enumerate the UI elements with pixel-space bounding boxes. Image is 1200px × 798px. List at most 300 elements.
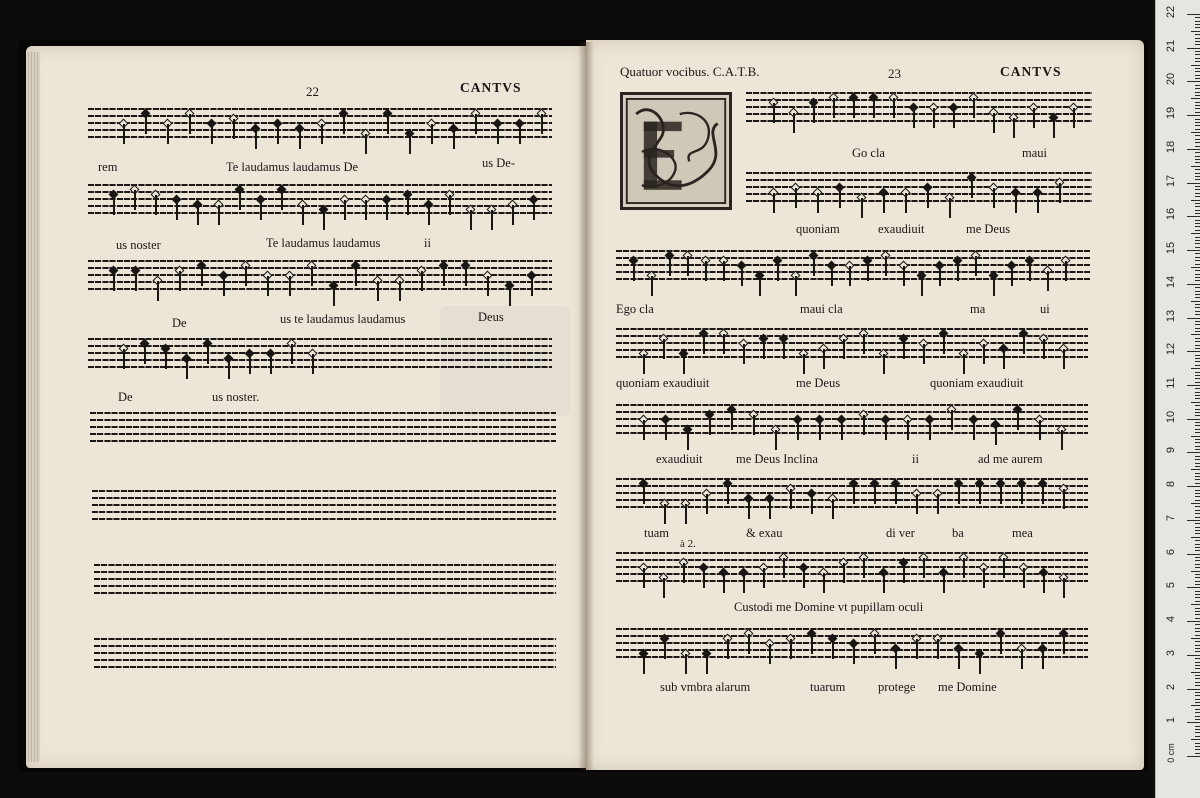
ruler-label: 14 (1165, 275, 1177, 288)
note-stem (113, 271, 115, 291)
ruler-tick (1187, 385, 1200, 386)
note-stem (1033, 108, 1035, 128)
ruler-minor-tick (1195, 102, 1200, 103)
ruler-minor-tick (1195, 78, 1200, 79)
note-stem (113, 195, 115, 215)
ruler-minor-tick (1195, 702, 1200, 703)
ruler-minor-tick (1195, 388, 1200, 389)
note-stem (993, 188, 995, 208)
lyric: & exau (746, 526, 783, 540)
ruler-minor-tick (1195, 685, 1200, 686)
ruler-tick (1187, 183, 1200, 184)
ruler-minor-tick (1195, 446, 1200, 447)
note-stem (197, 205, 199, 225)
ruler-minor-tick (1195, 44, 1200, 45)
ruler-tick (1187, 689, 1200, 690)
ruler-minor-tick (1195, 557, 1200, 558)
ruler-minor-tick (1191, 672, 1200, 673)
ruler-minor-tick (1191, 200, 1200, 201)
ruler-minor-tick (1195, 581, 1200, 582)
ruler-tick (1187, 520, 1200, 521)
note-stem (1042, 649, 1044, 669)
note-stem (853, 98, 855, 118)
note-stem (431, 124, 433, 144)
note-stem (913, 108, 915, 128)
note-stem (873, 98, 875, 118)
note-stem (321, 124, 323, 144)
note-stem (651, 276, 653, 296)
note-stem (470, 210, 472, 230)
note-stem (1015, 193, 1017, 213)
note-stem (365, 200, 367, 220)
note-stem (863, 334, 865, 354)
note-stem (953, 108, 955, 128)
note-stem (832, 499, 834, 519)
note-stem (949, 198, 951, 218)
ruler-minor-tick (1195, 243, 1200, 244)
ruler-minor-tick (1195, 692, 1200, 693)
note-stem (939, 266, 941, 286)
note-stem (937, 494, 939, 514)
lyric: maui cla (800, 302, 843, 316)
ruler-minor-tick (1195, 196, 1200, 197)
note-stem (643, 354, 645, 374)
measurement-ruler (1155, 0, 1200, 798)
ruler-minor-tick (1195, 270, 1200, 271)
note-stem (863, 415, 865, 435)
note-stem (773, 103, 775, 123)
ruler-minor-tick (1191, 132, 1200, 133)
note-stem (885, 256, 887, 276)
note-stem (903, 563, 905, 583)
note-stem (685, 654, 687, 674)
ruler-minor-tick (1195, 119, 1200, 120)
note-stem (929, 420, 931, 440)
ruler-minor-tick (1195, 726, 1200, 727)
ruler-minor-tick (1195, 675, 1200, 676)
ruler-minor-tick (1195, 304, 1200, 305)
decorated-initial-e (620, 92, 732, 210)
ruler-minor-tick (1195, 58, 1200, 59)
lyric: ii (912, 452, 919, 466)
ruler-label: 6 (1165, 548, 1177, 555)
ruler-minor-tick (1195, 92, 1200, 93)
ruler-minor-tick (1191, 503, 1200, 504)
note-stem (1073, 108, 1075, 128)
ruler-label: 1 (1165, 717, 1177, 724)
ruler-minor-tick (1195, 746, 1200, 747)
ruler-minor-tick (1195, 682, 1200, 683)
ruler-minor-tick (1195, 597, 1200, 598)
ruler-minor-tick (1195, 365, 1200, 366)
note-stem (833, 98, 835, 118)
ruler-minor-tick (1195, 695, 1200, 696)
ruler-minor-tick (1195, 375, 1200, 376)
ruler-minor-tick (1195, 614, 1200, 615)
ruler-minor-tick (1191, 739, 1200, 740)
note-stem (797, 420, 799, 440)
note-stem (223, 276, 225, 296)
note-stem (277, 124, 279, 144)
ruler-minor-tick (1195, 712, 1200, 713)
ruler-minor-tick (1195, 493, 1200, 494)
ruler-minor-tick (1195, 409, 1200, 410)
note-stem (795, 276, 797, 296)
note-stem (723, 261, 725, 281)
note-stem (1000, 634, 1002, 654)
ruler-tick (1187, 250, 1200, 251)
ruler-minor-tick (1191, 436, 1200, 437)
lyric: mea (1012, 526, 1033, 540)
note-stem (849, 266, 851, 286)
ruler-minor-tick (1195, 17, 1200, 18)
note-stem (179, 271, 181, 291)
ruler-minor-tick (1195, 220, 1200, 221)
ruler-minor-tick (1195, 206, 1200, 207)
note-stem (773, 193, 775, 213)
ruler-minor-tick (1195, 584, 1200, 585)
note-stem (409, 134, 411, 154)
ruler-minor-tick (1191, 334, 1200, 335)
note-stem (1047, 271, 1049, 291)
note-stem (963, 558, 965, 578)
note-stem (1029, 261, 1031, 281)
note-stem (883, 354, 885, 374)
note-stem (428, 205, 430, 225)
note-stem (705, 261, 707, 281)
ruler-label: 15 (1165, 241, 1177, 255)
note-stem (519, 124, 521, 144)
note-stem (1021, 484, 1023, 504)
ruler-minor-tick (1195, 425, 1200, 426)
note-stem (289, 276, 291, 296)
note-stem (669, 256, 671, 276)
note-stem (983, 344, 985, 364)
ruler-minor-tick (1195, 372, 1200, 373)
ruler-minor-tick (1195, 260, 1200, 261)
note-stem (943, 334, 945, 354)
ruler-minor-tick (1195, 719, 1200, 720)
note-stem (741, 266, 743, 286)
ruler-minor-tick (1195, 355, 1200, 356)
note-stem (407, 195, 409, 215)
ruler-minor-tick (1195, 280, 1200, 281)
ruler-tick (1187, 216, 1200, 217)
ruler-minor-tick (1195, 449, 1200, 450)
note-stem (531, 276, 533, 296)
note-stem (759, 276, 761, 296)
lyric: Deus (478, 310, 504, 324)
ruler-minor-tick (1195, 237, 1200, 238)
lyric: ba (952, 526, 964, 540)
ruler-minor-tick (1195, 125, 1200, 126)
note-stem (387, 114, 389, 134)
lyric: us te laudamus laudamus (280, 312, 406, 326)
ruler-label: 11 (1165, 377, 1177, 389)
note-stem (823, 573, 825, 593)
note-stem (783, 558, 785, 578)
ruler-tick (1187, 149, 1200, 150)
note-stem (963, 354, 965, 374)
note-stem (874, 484, 876, 504)
ruler-minor-tick (1195, 311, 1200, 312)
ruler-label: 18 (1165, 140, 1177, 154)
note-stem (299, 129, 301, 149)
ruler-minor-tick (1191, 604, 1200, 605)
ruler-minor-tick (1195, 398, 1200, 399)
note-stem (643, 420, 645, 440)
note-stem (843, 339, 845, 359)
ruler-minor-tick (1195, 574, 1200, 575)
ruler-minor-tick (1195, 442, 1200, 443)
note-stem (973, 98, 975, 118)
note-stem (863, 558, 865, 578)
lyric: me Domine (938, 680, 997, 694)
note-stem (843, 563, 845, 583)
note-stem (267, 276, 269, 296)
note-stem (923, 344, 925, 364)
ruler-minor-tick (1195, 567, 1200, 568)
ruler-minor-tick (1195, 716, 1200, 717)
ruler-minor-tick (1195, 75, 1200, 76)
note-stem (811, 494, 813, 514)
note-stem (927, 188, 929, 208)
ruler-minor-tick (1195, 429, 1200, 430)
ruler-minor-tick (1195, 108, 1200, 109)
ruler-minor-tick (1195, 459, 1200, 460)
ruler-minor-tick (1191, 31, 1200, 32)
ruler-minor-tick (1191, 65, 1200, 66)
ruler-minor-tick (1195, 560, 1200, 561)
ruler-minor-tick (1195, 162, 1200, 163)
note-stem (123, 124, 125, 144)
note-stem (333, 286, 335, 306)
note-stem (453, 129, 455, 149)
lyric: De (118, 390, 133, 404)
ruler-minor-tick (1195, 651, 1200, 652)
ruler-minor-tick (1195, 601, 1200, 602)
note-stem (443, 266, 445, 286)
note-stem (144, 344, 146, 364)
ruler-tick (1187, 722, 1200, 723)
note-stem (811, 634, 813, 654)
ruler-minor-tick (1191, 166, 1200, 167)
lyric: Go cla (852, 146, 885, 160)
ruler-minor-tick (1195, 129, 1200, 130)
note-stem (239, 190, 241, 210)
ruler-minor-tick (1191, 368, 1200, 369)
ruler-tick (1187, 351, 1200, 352)
note-stem (995, 425, 997, 445)
ruler-minor-tick (1195, 510, 1200, 511)
left-page-number: 22 (306, 84, 319, 99)
ruler-tick (1187, 452, 1200, 453)
ruler-minor-tick (1195, 463, 1200, 464)
ruler-minor-tick (1191, 402, 1200, 403)
note-stem (1017, 410, 1019, 430)
note-stem (790, 639, 792, 659)
ruler-label: 19 (1165, 107, 1177, 120)
note-stem (1011, 266, 1013, 286)
note-stem (1065, 261, 1067, 281)
note-stem (365, 134, 367, 154)
ruler-minor-tick (1195, 179, 1200, 180)
right-voice-heading: CANTVS (1000, 64, 1062, 79)
ruler-minor-tick (1195, 307, 1200, 308)
ruler-minor-tick (1195, 331, 1200, 332)
ruler-label: 9 (1165, 447, 1177, 454)
note-stem (211, 124, 213, 144)
note-stem (903, 339, 905, 359)
note-stem (685, 504, 687, 524)
note-stem (916, 639, 918, 659)
ruler-minor-tick (1195, 146, 1200, 147)
note-stem (895, 649, 897, 669)
note-stem (377, 281, 379, 301)
ruler-minor-tick (1195, 95, 1200, 96)
ruler-label: 13 (1165, 309, 1177, 322)
empty-staff (94, 638, 556, 668)
note-stem (281, 190, 283, 210)
ruler-minor-tick (1195, 395, 1200, 396)
note-stem (323, 210, 325, 230)
note-stem (975, 256, 977, 276)
ruler-label: 10 (1165, 410, 1177, 423)
lyric: me Deus Inclina (736, 452, 818, 466)
ruler-minor-tick (1195, 41, 1200, 42)
note-stem (167, 124, 169, 144)
ruler-label: 3 (1165, 649, 1177, 656)
ruler-minor-tick (1195, 247, 1200, 248)
ruler-minor-tick (1195, 591, 1200, 592)
ruler-minor-tick (1195, 159, 1200, 160)
ruler-minor-tick (1195, 71, 1200, 72)
ruler-minor-tick (1191, 267, 1200, 268)
note-stem (643, 654, 645, 674)
ruler-minor-tick (1195, 527, 1200, 528)
note-stem (233, 119, 235, 139)
ruler-minor-tick (1195, 513, 1200, 514)
note-stem (993, 276, 995, 296)
note-stem (973, 420, 975, 440)
ruler-tick (1187, 284, 1200, 285)
ruler-tick (1187, 486, 1200, 487)
ruler-minor-tick (1195, 226, 1200, 227)
ruler-minor-tick (1195, 68, 1200, 69)
note-stem (874, 634, 876, 654)
note-stem (893, 98, 895, 118)
ruler-minor-tick (1195, 749, 1200, 750)
ruler-minor-tick (1195, 496, 1200, 497)
note-stem (245, 266, 247, 286)
ruler-minor-tick (1195, 152, 1200, 153)
ruler-minor-tick (1195, 530, 1200, 531)
note-stem (748, 499, 750, 519)
note-stem (709, 415, 711, 435)
ruler-minor-tick (1195, 628, 1200, 629)
page-edges (26, 52, 40, 762)
ruler-minor-tick (1195, 405, 1200, 406)
ruler-tick (1187, 419, 1200, 420)
ruler-minor-tick (1195, 479, 1200, 480)
ruler-minor-tick (1191, 537, 1200, 538)
ruler-minor-tick (1195, 618, 1200, 619)
note-stem (723, 573, 725, 593)
note-stem (905, 193, 907, 213)
note-stem (763, 339, 765, 359)
note-stem (475, 114, 477, 134)
ruler-minor-tick (1195, 665, 1200, 666)
ruler-minor-tick (1195, 38, 1200, 39)
lyric: us noster (116, 238, 161, 252)
note-stem (643, 484, 645, 504)
ruler-minor-tick (1195, 186, 1200, 187)
ruler-minor-tick (1195, 240, 1200, 241)
ruler-minor-tick (1195, 382, 1200, 383)
ruler-label: 22 (1165, 5, 1177, 19)
note-stem (895, 484, 897, 504)
book-gutter (578, 42, 594, 770)
note-stem (687, 256, 689, 276)
note-stem (643, 568, 645, 588)
note-stem (731, 410, 733, 430)
note-stem (683, 563, 685, 583)
ruler-minor-tick (1195, 142, 1200, 143)
ruler-minor-tick (1195, 439, 1200, 440)
ruler-minor-tick (1195, 594, 1200, 595)
ruler-minor-tick (1195, 189, 1200, 190)
note-stem (923, 558, 925, 578)
ruler-minor-tick (1195, 473, 1200, 474)
note-stem (1063, 634, 1065, 654)
ruler-tick (1187, 115, 1200, 116)
ruler-minor-tick (1195, 156, 1200, 157)
ruler-minor-tick (1195, 277, 1200, 278)
note-stem (832, 639, 834, 659)
ruler-minor-tick (1195, 27, 1200, 28)
ruler-minor-tick (1195, 648, 1200, 649)
ruler-minor-tick (1195, 517, 1200, 518)
note-stem (916, 494, 918, 514)
note-stem (1042, 484, 1044, 504)
ruler-minor-tick (1195, 112, 1200, 113)
note-stem (270, 354, 272, 374)
note-stem (971, 178, 973, 198)
note-stem (1039, 420, 1041, 440)
note-stem (343, 114, 345, 134)
note-stem (813, 256, 815, 276)
ruler-minor-tick (1195, 24, 1200, 25)
ruler-minor-tick (1195, 348, 1200, 349)
note-stem (1063, 578, 1065, 598)
note-stem (979, 654, 981, 674)
note-stem (983, 568, 985, 588)
ruler-minor-tick (1195, 294, 1200, 295)
ruler-minor-tick (1195, 345, 1200, 346)
ruler-minor-tick (1195, 193, 1200, 194)
ruler-minor-tick (1195, 412, 1200, 413)
note-stem (1021, 649, 1023, 669)
note-stem (921, 276, 923, 296)
ruler-minor-tick (1195, 135, 1200, 136)
ruler-label: 8 (1165, 481, 1177, 488)
note-stem (748, 634, 750, 654)
ruler-label: 12 (1165, 343, 1177, 356)
note-stem (1023, 568, 1025, 588)
ruler-minor-tick (1195, 490, 1200, 491)
note-stem (1063, 489, 1065, 509)
ruler-label: 2 (1165, 683, 1177, 690)
